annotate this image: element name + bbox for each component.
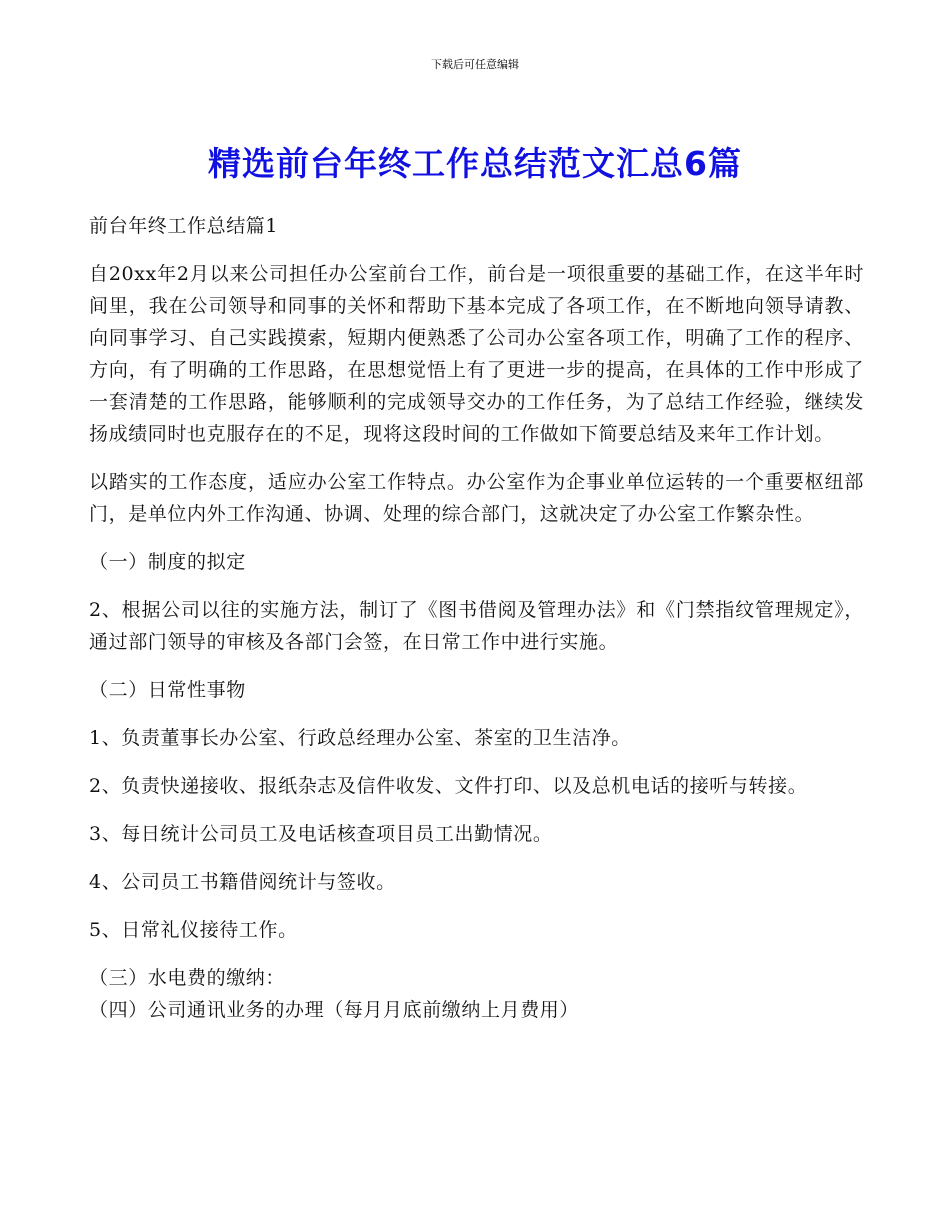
list-item: 4、公司员工书籍借阅统计与签收。 (89, 871, 396, 893)
document-title: 精选前台年终工作总结范文汇总6篇 (208, 144, 742, 183)
body-paragraph: 自20xx年2月以来公司担任办公室前台工作，前台是一项很重要的基础工作，在这半年时间里，我在公司领导和同事的关怀和帮助下基本完成了各项工作，在不断地向领导请教、向同事学习、自己实践摸索，短期内便熟悉了公司办公室各项工作，明确了工作的程序、方向，有了明确的工作思路，在思想觉悟上有了更进一步的提高，在具体的工作中形成了一套清楚的工作思路，能够顺利的完成领导交办的工作任务，为了总结工作经验，继续发扬成绩同时也克服存在的不足，现将这段时间的工作做如下简要总结及来年工作计划。 (89, 263, 864, 445)
list-item: 2、根据公司以往的实施方法，制订了《图书借阅及管理办法》和《门禁指纹管理规定》，通过部门领导的审核及各部门会签，在日常工作中进行实施。 (89, 599, 864, 653)
subsection-heading: （一）制度的拟定 (89, 551, 246, 573)
list-item: 2、负责快递接收、报纸杂志及信件收发、文件打印、以及总机电话的接听与转接。 (89, 775, 808, 797)
document-body (89, 210, 864, 1026)
section-heading: 前台年终工作总结篇1 (89, 215, 279, 237)
list-item: 3、每日统计公司员工及电话核查项目员工出勤情况。 (89, 823, 553, 845)
subsection-heading: （四）公司通讯业务的办理（每月月底前缴纳上月费用） (89, 999, 580, 1021)
body-paragraph: 以踏实的工作态度，适应办公室工作特点。办公室作为企事业单位运转的一个重要枢纽部门，是单位内外工作沟通、协调、处理的综合部门，这就决定了办公室工作繁杂性。 (89, 471, 864, 525)
list-item: 1、负责董事长办公室、行政总经理办公室、茶室的卫生洁净。 (89, 727, 631, 749)
header-note: 下载后可任意编辑 (431, 58, 519, 71)
list-item: 5、日常礼仪接待工作。 (89, 919, 298, 941)
subsection-heading: （三）水电费的缴纳： (89, 967, 286, 989)
subsection-heading: （二）日常性事物 (89, 679, 246, 701)
